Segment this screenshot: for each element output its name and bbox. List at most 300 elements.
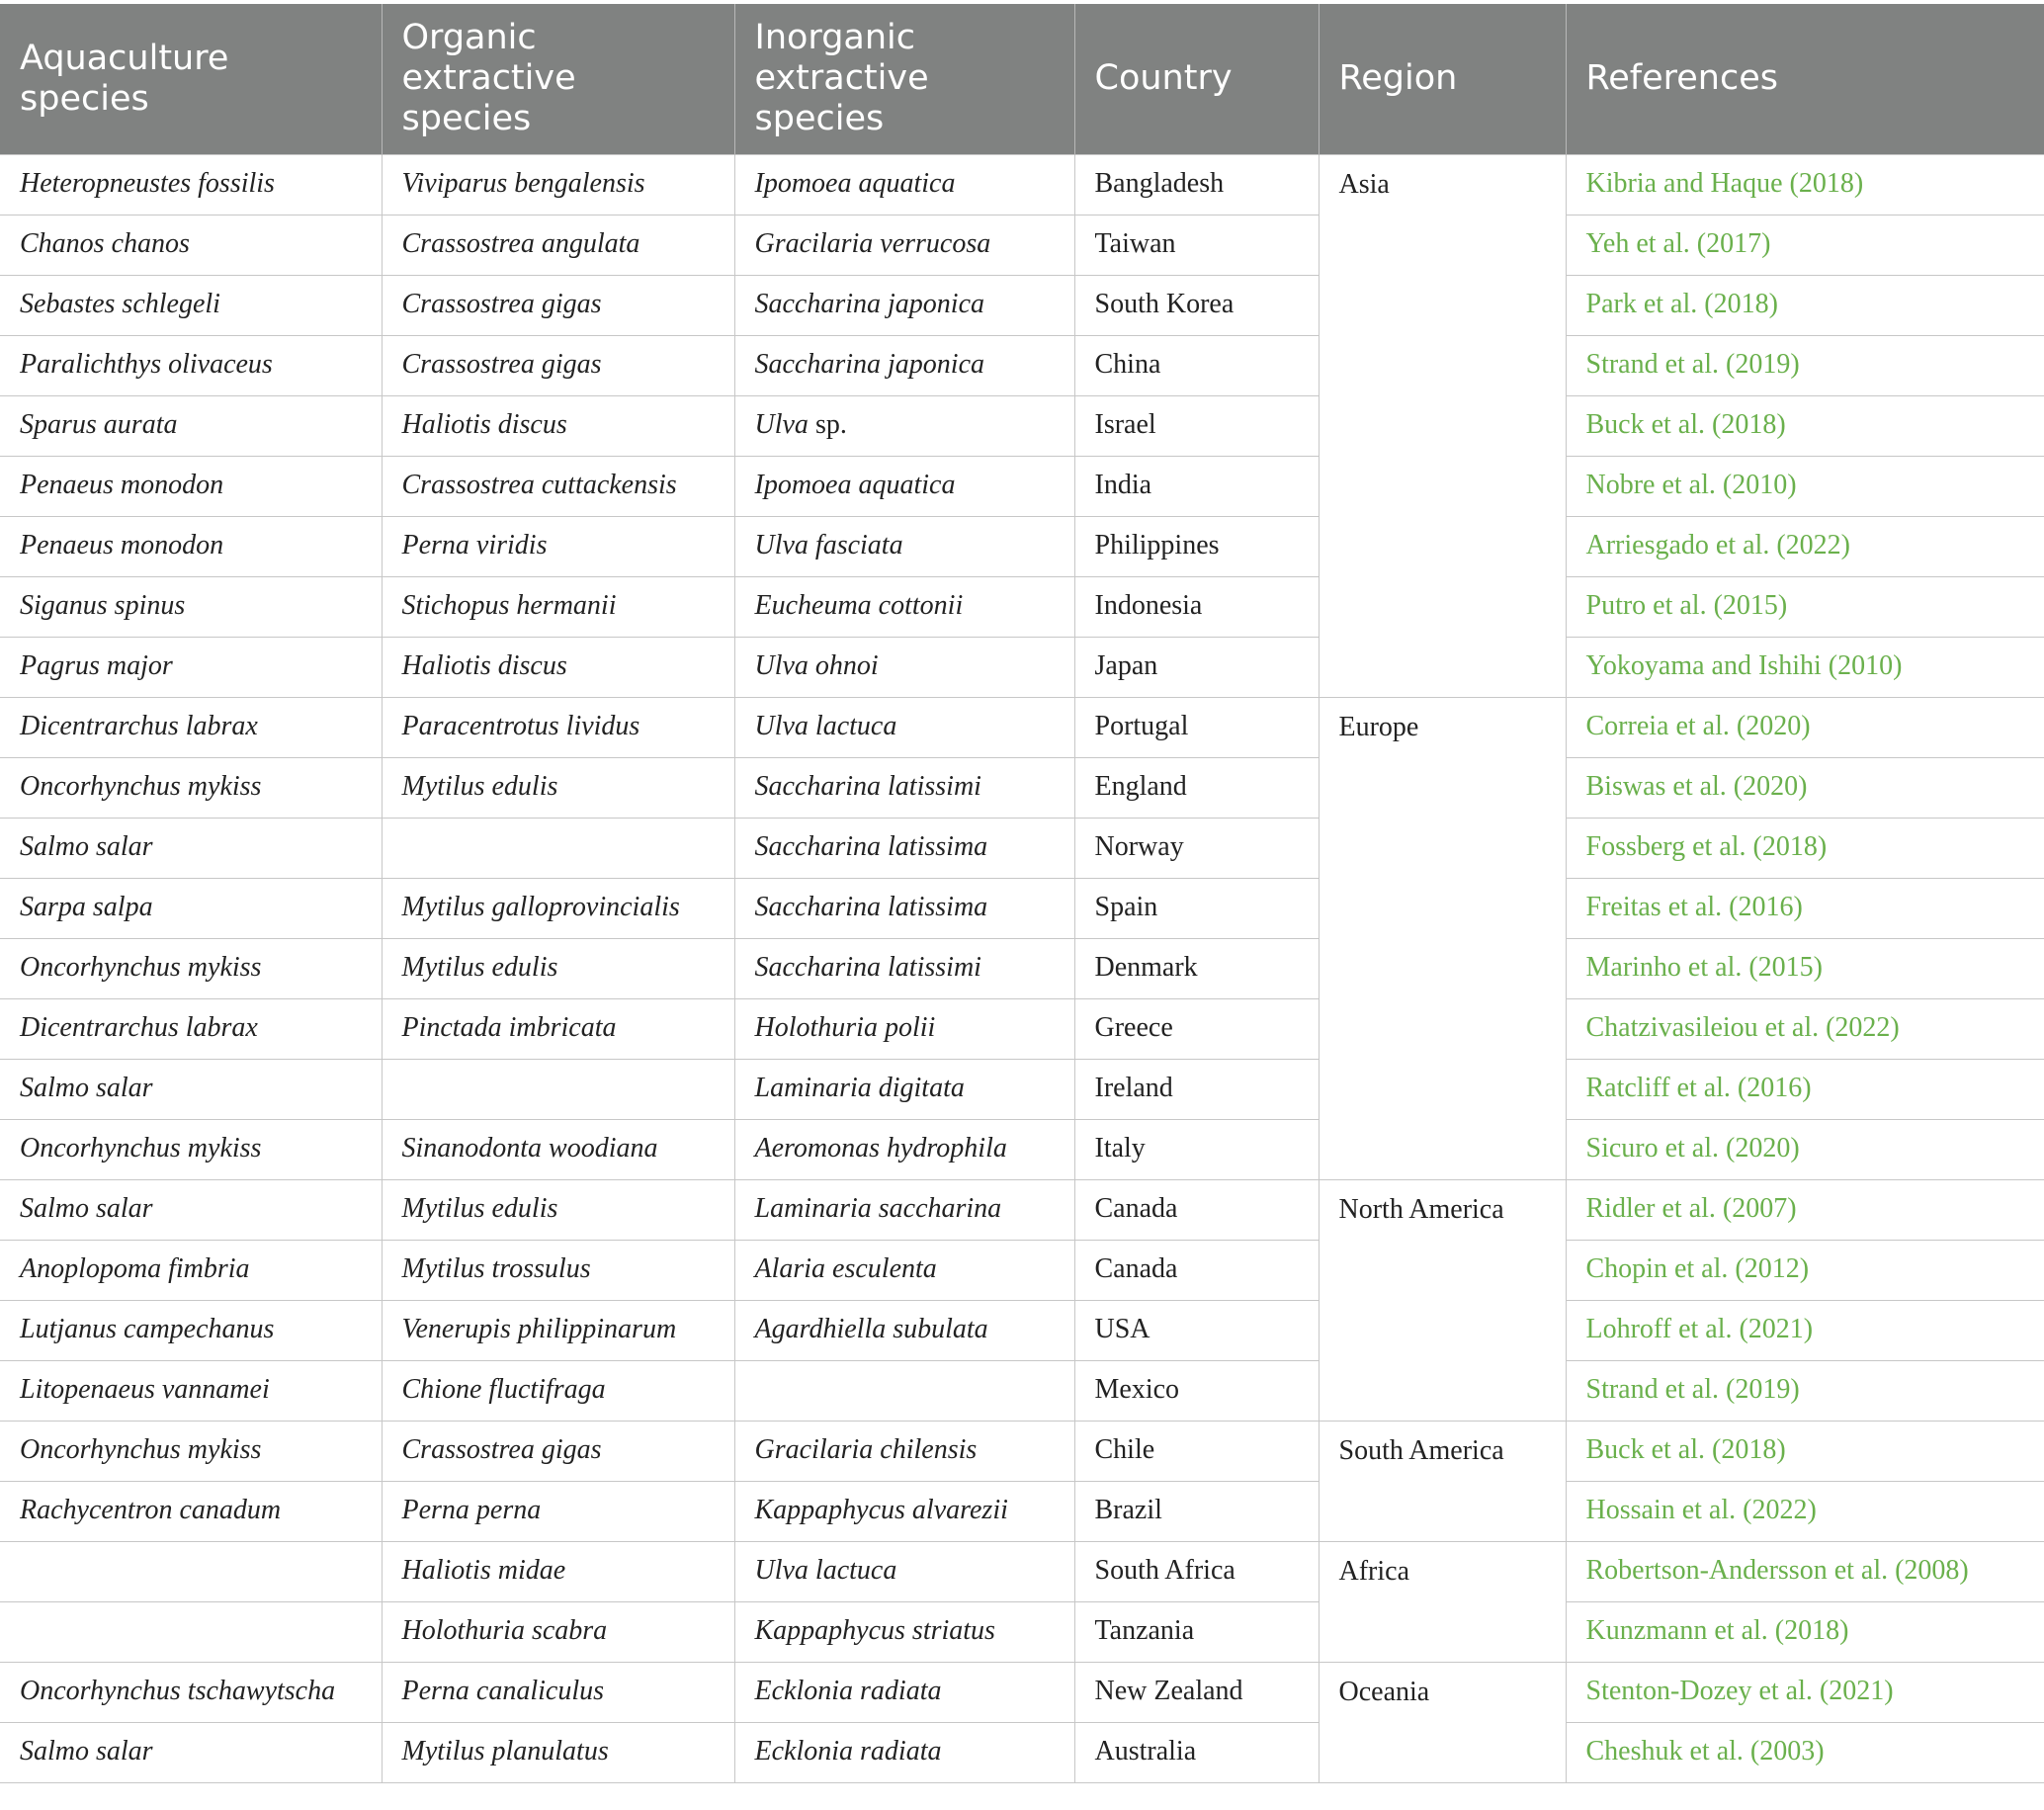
cell-inorganic-extractive-species [734, 757, 1074, 818]
cell-aquaculture-species [0, 335, 382, 395]
cell-aquaculture-species [0, 154, 382, 215]
table-row [0, 878, 2044, 938]
cell-inorganic-extractive-species-text: Ipomoea aquatica [754, 168, 956, 200]
cell-reference-link [1566, 456, 2044, 516]
header-country: Country [1074, 4, 1319, 154]
cell-aquaculture-species-text: Paralichthys olivaceus [20, 349, 273, 381]
cell-organic-extractive-species [382, 576, 734, 637]
cell-aquaculture-species [0, 1240, 382, 1300]
cell-country-text: Italy [1094, 1133, 1146, 1164]
cell-aquaculture-species [0, 215, 382, 275]
cell-country-text: England [1094, 771, 1187, 803]
cell-country-text: Australia [1094, 1736, 1197, 1767]
cell-country-text: Tanzania [1094, 1615, 1195, 1647]
cell-organic-extractive-species-text: Chione fluctifraga [401, 1374, 606, 1406]
cell-organic-extractive-species-text: Mytilus edulis [401, 1193, 558, 1225]
table-row [0, 998, 2044, 1059]
cell-aquaculture-species-text: Salmo salar [20, 1073, 153, 1104]
cell-organic-extractive-species-text: Stichopus hermanii [401, 590, 617, 622]
cell-inorganic-extractive-species-text: Alaria esculenta [754, 1253, 937, 1285]
cell-inorganic-extractive-species-text: Saccharina latissimi [754, 771, 981, 803]
cell-organic-extractive-species [382, 1119, 734, 1179]
cell-reference-link [1566, 576, 2044, 637]
table-row [0, 335, 2044, 395]
cell-reference-link [1566, 818, 2044, 878]
cell-reference-link-text: Marinho et al. (2015) [1585, 952, 1823, 984]
cell-aquaculture-species-text: Dicentrarchus labrax [20, 1012, 258, 1044]
cell-country [1074, 1421, 1319, 1481]
cell-organic-extractive-species-text: Mytilus edulis [401, 952, 558, 984]
cell-country-text: India [1094, 470, 1152, 501]
cell-aquaculture-species [0, 1481, 382, 1541]
cell-inorganic-extractive-species [734, 1601, 1074, 1662]
cell-aquaculture-species [0, 938, 382, 998]
cell-reference-link [1566, 154, 2044, 215]
cell-organic-extractive-species-text: Holothuria scabra [401, 1615, 608, 1647]
cell-reference-link-text: Stenton-Dozey et al. (2021) [1585, 1676, 1894, 1707]
cell-organic-extractive-species [382, 757, 734, 818]
cell-country-text: Canada [1094, 1193, 1178, 1225]
cell-organic-extractive-species [382, 1179, 734, 1240]
cell-country [1074, 275, 1319, 335]
cell-reference-link-text: Strand et al. (2019) [1585, 1374, 1800, 1406]
cell-reference-link [1566, 1059, 2044, 1119]
cell-region-text: South America [1338, 1434, 1504, 1466]
cell-organic-extractive-species [382, 998, 734, 1059]
cell-country-text: Ireland [1094, 1073, 1173, 1104]
cell-organic-extractive-species [382, 275, 734, 335]
cell-reference-link-text: Ratcliff et al. (2016) [1585, 1073, 1812, 1104]
cell-aquaculture-species [0, 878, 382, 938]
table-row [0, 1179, 2044, 1240]
cell-aquaculture-species-text: Sparus aurata [20, 409, 178, 441]
cell-country [1074, 1722, 1319, 1782]
cell-inorganic-extractive-species [734, 998, 1074, 1059]
header-line: extractive species [401, 58, 576, 139]
cell-country-text: South Africa [1094, 1555, 1235, 1587]
cell-reference-link-text: Kibria and Haque (2018) [1585, 168, 1864, 200]
cell-organic-extractive-species [382, 818, 734, 878]
cell-country [1074, 878, 1319, 938]
cell-organic-extractive-species-text: Perna canaliculus [401, 1676, 605, 1707]
cell-inorganic-extractive-species [734, 1421, 1074, 1481]
cell-country [1074, 576, 1319, 637]
cell-inorganic-extractive-species [734, 1360, 1074, 1421]
cell-reference-link-text: Lohroff et al. (2021) [1585, 1314, 1814, 1345]
cell-country [1074, 637, 1319, 697]
cell-country [1074, 998, 1319, 1059]
cell-reference-link-text: Correia et al. (2020) [1585, 711, 1811, 742]
cell-inorganic-extractive-species [734, 516, 1074, 576]
table-row [0, 1360, 2044, 1421]
cell-organic-extractive-species [382, 697, 734, 757]
cell-inorganic-extractive-species [734, 818, 1074, 878]
cell-inorganic-extractive-species-text: Saccharina japonica [754, 349, 985, 381]
cell-reference-link-text: Cheshuk et al. (2003) [1585, 1736, 1825, 1767]
cell-reference-link-text: Fossberg et al. (2018) [1585, 831, 1828, 863]
cell-country [1074, 1240, 1319, 1300]
cell-inorganic-extractive-species-text: Ipomoea aquatica [754, 470, 956, 501]
header-references: References [1566, 4, 2044, 154]
cell-aquaculture-species [0, 275, 382, 335]
cell-reference-link-text: Buck et al. (2018) [1585, 409, 1786, 441]
cell-reference-link [1566, 1481, 2044, 1541]
cell-country [1074, 757, 1319, 818]
cell-reference-link-text: Sicuro et al. (2020) [1585, 1133, 1800, 1164]
cell-organic-extractive-species-text: Crassostrea gigas [401, 289, 602, 320]
cell-reference-link [1566, 1541, 2044, 1601]
cell-inorganic-extractive-species [734, 637, 1074, 697]
header-organic-extractive-species [382, 4, 734, 154]
cell-country [1074, 938, 1319, 998]
cell-organic-extractive-species [382, 1421, 734, 1481]
cell-country-text: New Zealand [1094, 1676, 1243, 1707]
cell-reference-link-text: Biswas et al. (2020) [1585, 771, 1808, 803]
cell-organic-extractive-species-text: Crassostrea angulata [401, 228, 640, 260]
cell-inorganic-extractive-species-text: Ulva lactuca [754, 1555, 897, 1587]
cell-inorganic-extractive-species-text: Ulva fasciata [754, 530, 903, 561]
cell-reference-link-text: Chopin et al. (2012) [1585, 1253, 1810, 1285]
cell-country [1074, 516, 1319, 576]
cell-organic-extractive-species [382, 878, 734, 938]
cell-inorganic-extractive-species [734, 1119, 1074, 1179]
header-line: extractive [754, 58, 929, 99]
cell-aquaculture-species [0, 637, 382, 697]
header-line: species [754, 99, 885, 139]
table-row [0, 1300, 2044, 1360]
cell-inorganic-extractive-species-text: Saccharina japonica [754, 289, 985, 320]
cell-region [1319, 1541, 1566, 1662]
cell-organic-extractive-species-text: Haliotis discus [401, 409, 567, 441]
cell-organic-extractive-species [382, 456, 734, 516]
cell-organic-extractive-species-text: Mytilus planulatus [401, 1736, 609, 1767]
cell-inorganic-extractive-species [734, 1662, 1074, 1722]
cell-aquaculture-species [0, 576, 382, 637]
cell-aquaculture-species-text: Anoplopoma fimbria [20, 1253, 250, 1285]
cell-inorganic-extractive-species-text: Laminaria saccharina [754, 1193, 1002, 1225]
header-line: Organic [401, 18, 537, 58]
cell-organic-extractive-species-text: Crassostrea cuttackensis [401, 470, 677, 501]
cell-reference-link [1566, 1601, 2044, 1662]
cell-inorganic-extractive-species [734, 878, 1074, 938]
cell-aquaculture-species-text: Oncorhynchus mykiss [20, 1133, 262, 1164]
table-row [0, 1601, 2044, 1662]
cell-inorganic-extractive-species-text: Saccharina latissimi [754, 952, 981, 984]
cell-inorganic-extractive-species [734, 576, 1074, 637]
cell-organic-extractive-species [382, 1601, 734, 1662]
cell-reference-link-text: Yeh et al. (2017) [1585, 228, 1771, 260]
cell-inorganic-extractive-species-text: Aeromonas hydrophila [754, 1133, 1007, 1164]
cell-country-text: Spain [1094, 892, 1158, 923]
table-row [0, 1421, 2044, 1481]
cell-inorganic-extractive-species-text: Ecklonia radiata [754, 1736, 942, 1767]
cell-country-text: Mexico [1094, 1374, 1180, 1406]
cell-reference-link [1566, 998, 2044, 1059]
cell-aquaculture-species-text: Siganus spinus [20, 590, 186, 622]
cell-inorganic-extractive-species [734, 215, 1074, 275]
cell-organic-extractive-species-text: Mytilus edulis [401, 771, 558, 803]
cell-aquaculture-species-text: Sebastes schlegeli [20, 289, 220, 320]
cell-organic-extractive-species [382, 215, 734, 275]
table-row [0, 275, 2044, 335]
cell-aquaculture-species [0, 516, 382, 576]
cell-aquaculture-species-text: Oncorhynchus mykiss [20, 952, 262, 984]
cell-country-text: Japan [1094, 650, 1158, 682]
cell-inorganic-extractive-species [734, 275, 1074, 335]
cell-organic-extractive-species [382, 1240, 734, 1300]
cell-region-text: North America [1338, 1193, 1504, 1225]
cell-reference-link-text: Ridler et al. (2007) [1585, 1193, 1797, 1225]
table-row [0, 938, 2044, 998]
cell-organic-extractive-species-text: Perna perna [401, 1495, 542, 1526]
cell-reference-link [1566, 215, 2044, 275]
cell-reference-link-text: Hossain et al. (2022) [1585, 1495, 1817, 1526]
cell-aquaculture-species [0, 1119, 382, 1179]
cell-country [1074, 456, 1319, 516]
cell-country [1074, 1059, 1319, 1119]
cell-reference-link [1566, 1119, 2044, 1179]
cell-region [1319, 697, 1566, 1179]
cell-organic-extractive-species [382, 1059, 734, 1119]
cell-inorganic-extractive-species-text: Ulva [754, 409, 809, 441]
cell-aquaculture-species-text: Lutjanus campechanus [20, 1314, 275, 1345]
cell-organic-extractive-species-text: Paracentrotus lividus [401, 711, 640, 742]
cell-country [1074, 818, 1319, 878]
cell-inorganic-extractive-species-text: Saccharina latissima [754, 892, 988, 923]
cell-organic-extractive-species-text: Perna viridis [401, 530, 548, 561]
cell-aquaculture-species-text: Pagrus major [20, 650, 173, 682]
header-aquaculture-species [0, 4, 382, 154]
cell-inorganic-extractive-species [734, 1481, 1074, 1541]
cell-reference-link-text: Robertson-Andersson et al. (2008) [1585, 1555, 1969, 1587]
cell-organic-extractive-species-text: Viviparus bengalensis [401, 168, 645, 200]
cell-aquaculture-species [0, 1059, 382, 1119]
cell-inorganic-extractive-species [734, 456, 1074, 516]
cell-organic-extractive-species [382, 1541, 734, 1601]
cell-country [1074, 1601, 1319, 1662]
cell-reference-link [1566, 757, 2044, 818]
cell-country-text: Bangladesh [1094, 168, 1225, 200]
cell-aquaculture-species-text: Heteropneustes fossilis [20, 168, 275, 200]
cell-inorganic-extractive-species-text: Kappaphycus striatus [754, 1615, 995, 1647]
cell-inorganic-extractive-species [734, 697, 1074, 757]
cell-aquaculture-species-text: Penaeus monodon [20, 470, 224, 501]
cell-reference-link [1566, 878, 2044, 938]
cell-inorganic-extractive-species-text: Saccharina latissima [754, 831, 988, 863]
cell-reference-link [1566, 938, 2044, 998]
cell-aquaculture-species-text: Salmo salar [20, 1193, 153, 1225]
header-region: Region [1319, 4, 1566, 154]
cell-inorganic-extractive-species [734, 1541, 1074, 1601]
table-row [0, 1541, 2044, 1601]
cell-inorganic-extractive-species-text: Ulva ohnoi [754, 650, 879, 682]
cell-aquaculture-species-text: Salmo salar [20, 831, 153, 863]
cell-aquaculture-species [0, 456, 382, 516]
cell-aquaculture-species-text: Chanos chanos [20, 228, 190, 260]
cell-reference-link [1566, 1179, 2044, 1240]
cell-reference-link [1566, 275, 2044, 335]
cell-country-text: USA [1094, 1314, 1150, 1345]
cell-region-text: Asia [1338, 168, 1390, 200]
cell-country-text: Canada [1094, 1253, 1178, 1285]
cell-country [1074, 1119, 1319, 1179]
cell-country-text: Indonesia [1094, 590, 1203, 622]
header-line: Inorganic [754, 18, 916, 58]
cell-country-text: China [1094, 349, 1161, 381]
cell-country [1074, 154, 1319, 215]
header-inorganic-extractive-species [734, 4, 1074, 154]
cell-country [1074, 1481, 1319, 1541]
cell-aquaculture-species-text: Salmo salar [20, 1736, 153, 1767]
cell-inorganic-extractive-species [734, 1240, 1074, 1300]
cell-reference-link-text: Freitas et al. (2016) [1585, 892, 1803, 923]
cell-aquaculture-species-text: Sarpa salpa [20, 892, 153, 923]
cell-inorganic-extractive-species [734, 1059, 1074, 1119]
cell-reference-link [1566, 1421, 2044, 1481]
table-row [0, 215, 2044, 275]
cell-reference-link [1566, 1662, 2044, 1722]
table-header-row [0, 4, 2044, 154]
cell-region [1319, 1421, 1566, 1541]
cell-reference-link [1566, 697, 2044, 757]
cell-aquaculture-species [0, 1662, 382, 1722]
cell-aquaculture-species-text: Rachycentron canadum [20, 1495, 282, 1526]
cell-inorganic-extractive-species-text: Ulva lactuca [754, 711, 897, 742]
table-row [0, 516, 2044, 576]
cell-country-text: Greece [1094, 1012, 1173, 1044]
table-body [0, 154, 2044, 1782]
cell-country-text: Norway [1094, 831, 1184, 863]
cell-country [1074, 395, 1319, 456]
cell-country-text: Israel [1094, 409, 1156, 441]
cell-country [1074, 1300, 1319, 1360]
cell-inorganic-extractive-species [734, 335, 1074, 395]
cell-organic-extractive-species-text: Crassostrea gigas [401, 1434, 602, 1466]
cell-reference-link-text: Chatzivasileiou et al. (2022) [1585, 1012, 1900, 1044]
cell-organic-extractive-species-text: Venerupis philippinarum [401, 1314, 677, 1345]
cell-country [1074, 335, 1319, 395]
cell-inorganic-extractive-species-text: Kappaphycus alvarezii [754, 1495, 1008, 1526]
cell-reference-link-text: Nobre et al. (2010) [1585, 470, 1797, 501]
cell-region-text: Oceania [1338, 1676, 1430, 1707]
table-row [0, 154, 2044, 215]
cell-aquaculture-species-text: Dicentrarchus labrax [20, 711, 258, 742]
cell-country [1074, 1541, 1319, 1601]
cell-region-text: Africa [1338, 1555, 1410, 1587]
cell-reference-link [1566, 1360, 2044, 1421]
table-row [0, 1722, 2044, 1782]
cell-inorganic-extractive-species-text: Ecklonia radiata [754, 1676, 942, 1707]
cell-reference-link-text: Yokoyama and Ishihi (2010) [1585, 650, 1903, 682]
cell-inorganic-extractive-species [734, 1300, 1074, 1360]
table-row [0, 697, 2044, 757]
cell-inorganic-extractive-species-text: Gracilaria chilensis [754, 1434, 978, 1466]
cell-country-text: Philippines [1094, 530, 1220, 561]
cell-organic-extractive-species [382, 395, 734, 456]
cell-region [1319, 1179, 1566, 1421]
cell-inorganic-extractive-species [734, 395, 1074, 456]
cell-inorganic-extractive-species [734, 1722, 1074, 1782]
table-row [0, 576, 2044, 637]
cell-inorganic-extractive-species [734, 154, 1074, 215]
cell-reference-link-text: Strand et al. (2019) [1585, 349, 1800, 381]
cell-inorganic-extractive-species-text: Eucheuma cottonii [754, 590, 964, 622]
cell-aquaculture-species [0, 818, 382, 878]
cell-organic-extractive-species [382, 637, 734, 697]
cell-aquaculture-species [0, 1360, 382, 1421]
header-line: species [20, 78, 149, 119]
cell-inorganic-extractive-species-text: Gracilaria verrucosa [754, 228, 991, 260]
cell-organic-extractive-species-text: Mytilus trossulus [401, 1253, 591, 1285]
table-row [0, 456, 2044, 516]
cell-country [1074, 1360, 1319, 1421]
cell-country-text: Taiwan [1094, 228, 1176, 260]
cell-aquaculture-species [0, 757, 382, 818]
table-row [0, 1481, 2044, 1541]
cell-region-text: Europe [1338, 711, 1419, 742]
cell-country-text: Portugal [1094, 711, 1189, 742]
table-row [0, 818, 2044, 878]
cell-reference-link [1566, 335, 2044, 395]
cell-aquaculture-species [0, 1300, 382, 1360]
cell-aquaculture-species [0, 1421, 382, 1481]
cell-reference-link-text: Putro et al. (2015) [1585, 590, 1788, 622]
header-line: Aquaculture [20, 38, 229, 78]
cell-aquaculture-species [0, 1541, 382, 1601]
cell-aquaculture-species-text: Oncorhynchus mykiss [20, 1434, 262, 1466]
table-row [0, 1119, 2044, 1179]
cell-organic-extractive-species [382, 1360, 734, 1421]
cell-aquaculture-species-text: Oncorhynchus mykiss [20, 771, 262, 803]
table-row [0, 395, 2044, 456]
cell-organic-extractive-species-text: Crassostrea gigas [401, 349, 602, 381]
cell-aquaculture-species [0, 1179, 382, 1240]
cell-organic-extractive-species [382, 1722, 734, 1782]
cell-reference-link [1566, 1300, 2044, 1360]
cell-reference-link-text: Arriesgado et al. (2022) [1585, 530, 1850, 561]
cell-organic-extractive-species [382, 335, 734, 395]
cell-country [1074, 215, 1319, 275]
cell-aquaculture-species [0, 1722, 382, 1782]
cell-inorganic-extractive-species [734, 938, 1074, 998]
cell-reference-link [1566, 637, 2044, 697]
cell-country-text: Chile [1094, 1434, 1155, 1466]
cell-country-text: South Korea [1094, 289, 1235, 320]
taxon-suffix: sp. [808, 409, 847, 441]
cell-organic-extractive-species-text: Sinanodonta woodiana [401, 1133, 658, 1164]
species-table [0, 4, 2044, 1783]
table-row [0, 1059, 2044, 1119]
cell-aquaculture-species [0, 1601, 382, 1662]
cell-country [1074, 1662, 1319, 1722]
cell-inorganic-extractive-species-text: Holothuria polii [754, 1012, 936, 1044]
cell-organic-extractive-species [382, 1662, 734, 1722]
cell-country [1074, 697, 1319, 757]
cell-aquaculture-species [0, 697, 382, 757]
cell-reference-link [1566, 516, 2044, 576]
table-row [0, 637, 2044, 697]
cell-region [1319, 154, 1566, 697]
cell-aquaculture-species [0, 395, 382, 456]
cell-reference-link-text: Buck et al. (2018) [1585, 1434, 1786, 1466]
cell-organic-extractive-species-text: Mytilus galloprovincialis [401, 892, 680, 923]
cell-aquaculture-species-text: Litopenaeus vannamei [20, 1374, 270, 1406]
table-row [0, 1240, 2044, 1300]
cell-reference-link-text: Park et al. (2018) [1585, 289, 1778, 320]
cell-organic-extractive-species-text: Pinctada imbricata [401, 1012, 617, 1044]
cell-organic-extractive-species [382, 1481, 734, 1541]
cell-inorganic-extractive-species [734, 1179, 1074, 1240]
